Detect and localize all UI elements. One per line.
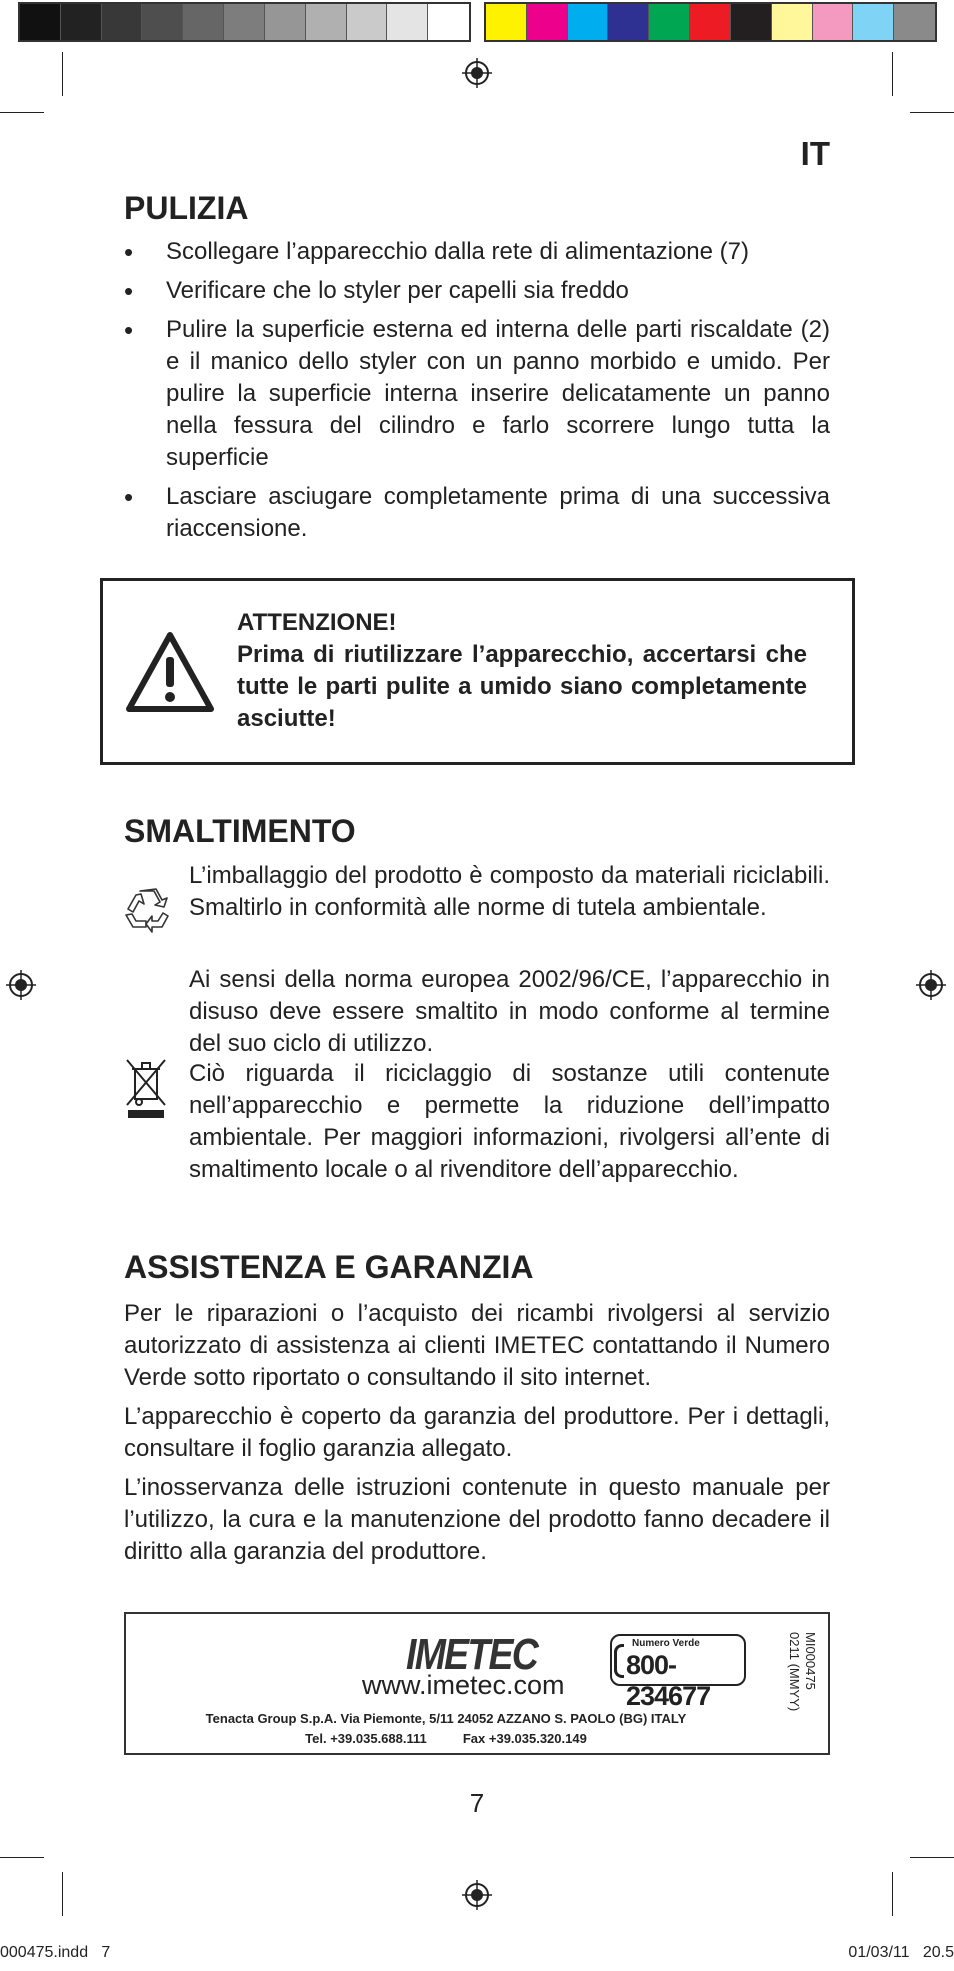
website-link[interactable]: www.imetec.com xyxy=(362,1670,565,1700)
slug-date: 01/03/11 20.5 xyxy=(848,1944,954,1961)
color-swatch xyxy=(894,4,935,40)
warning-box xyxy=(100,578,855,765)
color-swatch xyxy=(61,4,102,40)
color-swatch xyxy=(527,4,568,40)
warning-body: Prima di riutilizzare l’apparecchio, accertarsi che tutte le parti pulite a umido siano completamente asciutte! xyxy=(237,641,807,732)
registration-mark-icon xyxy=(462,58,492,88)
list-item: • Scollegare l’apparecchio dalla rete di alimentazione (7) xyxy=(124,236,830,268)
service-title: ASSISTENZA E GARANZIA xyxy=(124,1249,534,1285)
cleaning-title: PULIZIA xyxy=(124,190,249,226)
color-swatch xyxy=(690,4,731,40)
crop-mark xyxy=(910,112,954,113)
color-swatch xyxy=(608,4,649,40)
warning-heading: ATTENZIONE! xyxy=(237,609,397,636)
color-swatch xyxy=(731,4,772,40)
color-swatch xyxy=(347,4,388,40)
page-number: 7 xyxy=(469,1788,485,1818)
crop-mark xyxy=(0,112,44,113)
color-swatch xyxy=(568,4,609,40)
service-paragraph: L’apparecchio è coperto da garanzia del produttore. Per i dettagli, consultare il foglio garanzia allegato. xyxy=(124,1403,830,1462)
color-calibration-bar xyxy=(484,2,937,42)
crop-mark xyxy=(0,1857,44,1858)
crop-mark xyxy=(892,52,893,96)
recycle-icon xyxy=(122,885,172,935)
company-phones: Tel. +39.035.688.111 Fax +39.035.320.149 xyxy=(305,1731,587,1746)
hotline-label: Numero Verde xyxy=(632,1638,700,1649)
weee-text-1: Ai sensi della norma europea 2002/96/CE, l’apparecchio in disuso deve essere smaltito in modo conforme al termine del suo ciclo di utilizzo. xyxy=(189,966,830,1057)
crop-mark xyxy=(62,1872,63,1916)
color-swatch xyxy=(265,4,306,40)
service-paragraph: Per le riparazioni o l’acquisto dei ricambi rivolgersi al servizio autorizzato di assistenza ai clienti IMETEC contattando il Numero Verde sotto riportato o consultando il sito internet. xyxy=(124,1300,830,1391)
color-swatch xyxy=(486,4,527,40)
color-swatch xyxy=(20,4,61,40)
product-code-1: MI000475 xyxy=(803,1632,818,1690)
registration-mark-icon xyxy=(916,970,946,1000)
registration-mark-icon xyxy=(462,1880,492,1910)
hotline-number: 800-234677 xyxy=(626,1650,711,1711)
list-item: • Lasciare asciugare completamente prima di una successiva riaccensione. xyxy=(124,481,830,545)
color-swatch xyxy=(853,4,894,40)
product-code-2: 0211 (MMYY) xyxy=(787,1632,802,1712)
color-swatch xyxy=(102,4,143,40)
imetec-logo: IMETEC xyxy=(406,1630,538,1679)
company-address: Tenacta Group S.p.A. Via Piemonte, 5/11 24052 AZZANO S. PAOLO (BG) ITALY xyxy=(205,1711,687,1726)
crop-mark xyxy=(910,1857,954,1858)
color-swatch xyxy=(428,4,469,40)
warning-text xyxy=(237,607,807,735)
list-item: • Pulire la superficie esterna ed interna delle parti riscaldate (2) e il manico dello styler con un panno morbido e umido. Per pulire la superficie interna inserire delicatamente un panno nella fessura del cilindro e farlo scorrere lungo tutta la superficie xyxy=(124,314,830,474)
phone-icon xyxy=(614,1644,624,1678)
color-swatch xyxy=(772,4,813,40)
color-swatch xyxy=(183,4,224,40)
list-item: • Verificare che lo styler per capelli sia freddo xyxy=(124,275,830,307)
color-swatch xyxy=(306,4,347,40)
color-swatch xyxy=(649,4,690,40)
crossed-bin-icon xyxy=(124,1057,168,1119)
contact-box xyxy=(124,1612,830,1755)
hotline-badge xyxy=(610,1634,746,1711)
gray-calibration-bar xyxy=(18,2,471,42)
cleaning-list xyxy=(124,236,830,552)
color-swatch xyxy=(387,4,428,40)
color-swatch xyxy=(813,4,854,40)
service-paragraph: L’inosservanza delle istruzioni contenute in questo manuale per l’utilizzo, la cura e la manutenzione del prodotto fanno decadere il diritto alla garanzia del produttore. xyxy=(124,1474,830,1565)
packaging-text: L’imballaggio del prodotto è composto da materiali riciclabili. Smaltirlo in conformità alle norme di tutela ambientale. xyxy=(189,862,830,921)
slug-file: 000475.indd 7 xyxy=(0,1944,111,1961)
color-swatch xyxy=(142,4,183,40)
language-tag: IT xyxy=(800,135,830,172)
crop-mark xyxy=(62,52,63,96)
weee-text-2: Ciò riguarda il riciclaggio di sostanze utili contenute nell’apparecchio e permette la riduzione dell’impatto ambientale. Per maggiori informazioni, rivolgersi all’ente di smaltimento locale o al rivenditore dell’apparecchio. xyxy=(189,1060,830,1183)
disposal-title: SMALTIMENTO xyxy=(124,813,356,849)
crop-mark xyxy=(892,1872,893,1916)
warning-triangle-icon xyxy=(123,629,217,715)
color-swatch xyxy=(224,4,265,40)
registration-mark-icon xyxy=(6,970,36,1000)
product-code xyxy=(778,1632,818,1712)
